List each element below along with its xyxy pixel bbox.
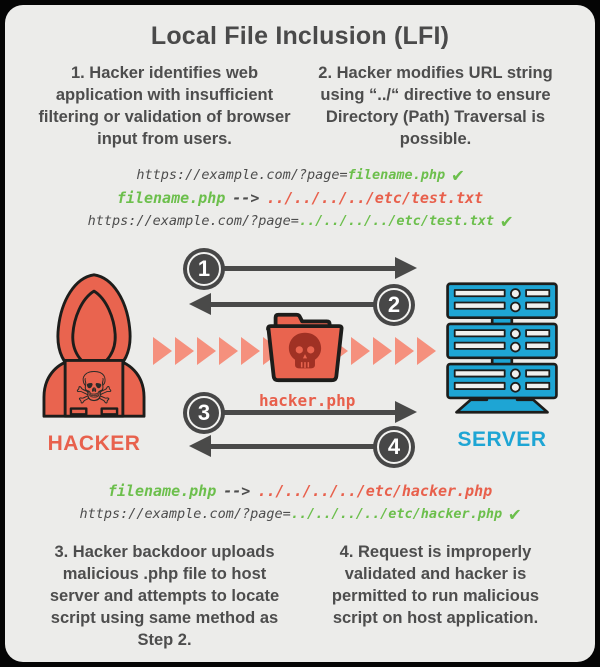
server-label: SERVER bbox=[457, 427, 547, 451]
malicious-file-label: hacker.php bbox=[259, 390, 356, 410]
map-source: filename.php bbox=[107, 481, 217, 500]
step-4-text: 4. Request is improperly validated and hacker is permitted to run malicious script on host application. bbox=[331, 542, 540, 627]
malicious-folder-icon bbox=[262, 310, 348, 384]
check-icon: ✔ bbox=[509, 502, 521, 525]
check-icon: ✔ bbox=[500, 209, 513, 232]
map-target: ../../../../etc/test.txt bbox=[266, 188, 484, 207]
url-path: ../../../../etc/test.txt bbox=[298, 212, 494, 229]
chevron-right-icon bbox=[219, 337, 238, 365]
hacker-label: HACKER bbox=[47, 431, 141, 455]
step-2-badge: 2 bbox=[377, 288, 411, 322]
chevron-right-icon bbox=[417, 337, 436, 365]
malicious-file bbox=[259, 310, 356, 410]
url-path: ../../../../etc/hacker.php bbox=[290, 505, 503, 522]
chevron-right-icon bbox=[373, 337, 392, 365]
chevron-right-icon bbox=[241, 337, 260, 365]
steps-top-row bbox=[5, 63, 595, 151]
chevron-right-icon bbox=[197, 337, 216, 365]
map-arrow: --> bbox=[223, 481, 251, 500]
server-figure bbox=[440, 278, 564, 452]
arrow-step-4 bbox=[210, 444, 374, 449]
arrow-step-2 bbox=[210, 302, 374, 307]
map-arrow: --> bbox=[232, 188, 260, 207]
url-prefix: https://example.com/?page= bbox=[79, 505, 291, 522]
hacker-icon bbox=[34, 270, 154, 422]
arrow-step-3 bbox=[224, 410, 396, 415]
step-3-badge: 3 bbox=[187, 396, 221, 430]
arrow-step-1 bbox=[224, 266, 396, 271]
step-1-badge: 1 bbox=[187, 252, 221, 286]
map-target: ../../../../etc/hacker.php bbox=[257, 481, 493, 500]
skull-crossbones-icon: ☠ bbox=[74, 364, 114, 414]
attack-flow-diagram bbox=[5, 248, 595, 463]
filename-mapping-line bbox=[5, 187, 595, 210]
chevron-right-icon bbox=[175, 337, 194, 365]
step-1-text: 1. Hacker identifies web application with insufficient filtering or validation of browser input from users. bbox=[38, 64, 291, 148]
step-4-badge: 4 bbox=[377, 430, 411, 464]
code-block-bottom bbox=[5, 480, 595, 526]
url-original-line bbox=[5, 164, 595, 187]
url-traversal-line bbox=[5, 210, 595, 233]
hacker-figure bbox=[29, 270, 159, 456]
step-2-text: 2. Hacker modifies URL string using “../“ directive to ensure Directory (Path) Traversal is possible. bbox=[318, 64, 553, 148]
steps-bottom-row bbox=[5, 542, 595, 652]
page-title: Local File Inclusion (LFI) bbox=[150, 22, 450, 50]
url-prefix: https://example.com/?page= bbox=[87, 212, 299, 229]
step-3-text: 3. Hacker backdoor uploads malicious .php file to host server and attempts to locate script using same method as Step 2. bbox=[49, 542, 280, 649]
url-prefix: https://example.com/?page= bbox=[136, 166, 348, 183]
server-icon bbox=[444, 278, 560, 418]
filename-mapping-line bbox=[5, 480, 595, 503]
check-icon: ✔ bbox=[452, 163, 464, 186]
chevron-right-icon bbox=[351, 337, 370, 365]
url-exploit-line bbox=[5, 503, 595, 526]
lfi-diagram-card bbox=[5, 5, 595, 662]
chevron-right-icon bbox=[395, 337, 414, 365]
map-source: filename.php bbox=[116, 188, 226, 207]
code-block-top bbox=[5, 164, 595, 233]
url-filename: filename.php bbox=[347, 166, 446, 183]
